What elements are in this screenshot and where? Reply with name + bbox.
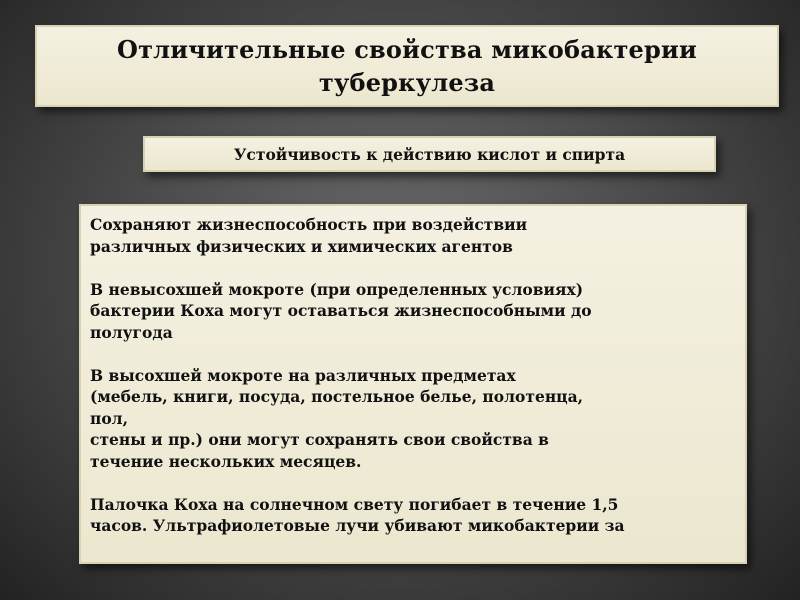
slide-subtitle: Устойчивость к действию кислот и спирта	[233, 144, 626, 164]
line: течение нескольких месяцев.	[90, 451, 362, 471]
line: стены и пр.) они могут сохранять свои свойства в	[90, 430, 549, 449]
line: В невысохшей мокроте (при определенных условиях)	[90, 279, 584, 299]
subtitle-box	[143, 136, 716, 172]
line: Палочка Коха на солнечном свету погибает в течение 1,5	[90, 494, 619, 514]
paragraph-1	[90, 214, 730, 257]
line: Сохраняют жизнеспособность при воздействии	[90, 215, 528, 234]
line: (мебель, книги, посуда, постельное белье, полотенца,	[90, 387, 584, 406]
line: бактерии Коха могут оставаться жизнеспособными до	[90, 301, 592, 320]
paragraph-4	[90, 494, 730, 537]
line: В высохшей мокроте на различных предметах	[90, 365, 516, 385]
line: часов. Ультрафиолетовые лучи убивают микобактерии за	[90, 516, 625, 535]
slide-title: Отличительные свойства микобактерии туберкулеза	[116, 35, 698, 97]
line: полугода	[90, 322, 173, 342]
paragraph-2	[90, 279, 730, 344]
content-box	[79, 204, 747, 564]
content-text	[90, 214, 730, 537]
line: пол,	[90, 408, 129, 428]
paragraph-3	[90, 365, 730, 473]
line: различных физических и химических агентов	[90, 236, 513, 256]
title-box	[35, 25, 779, 107]
